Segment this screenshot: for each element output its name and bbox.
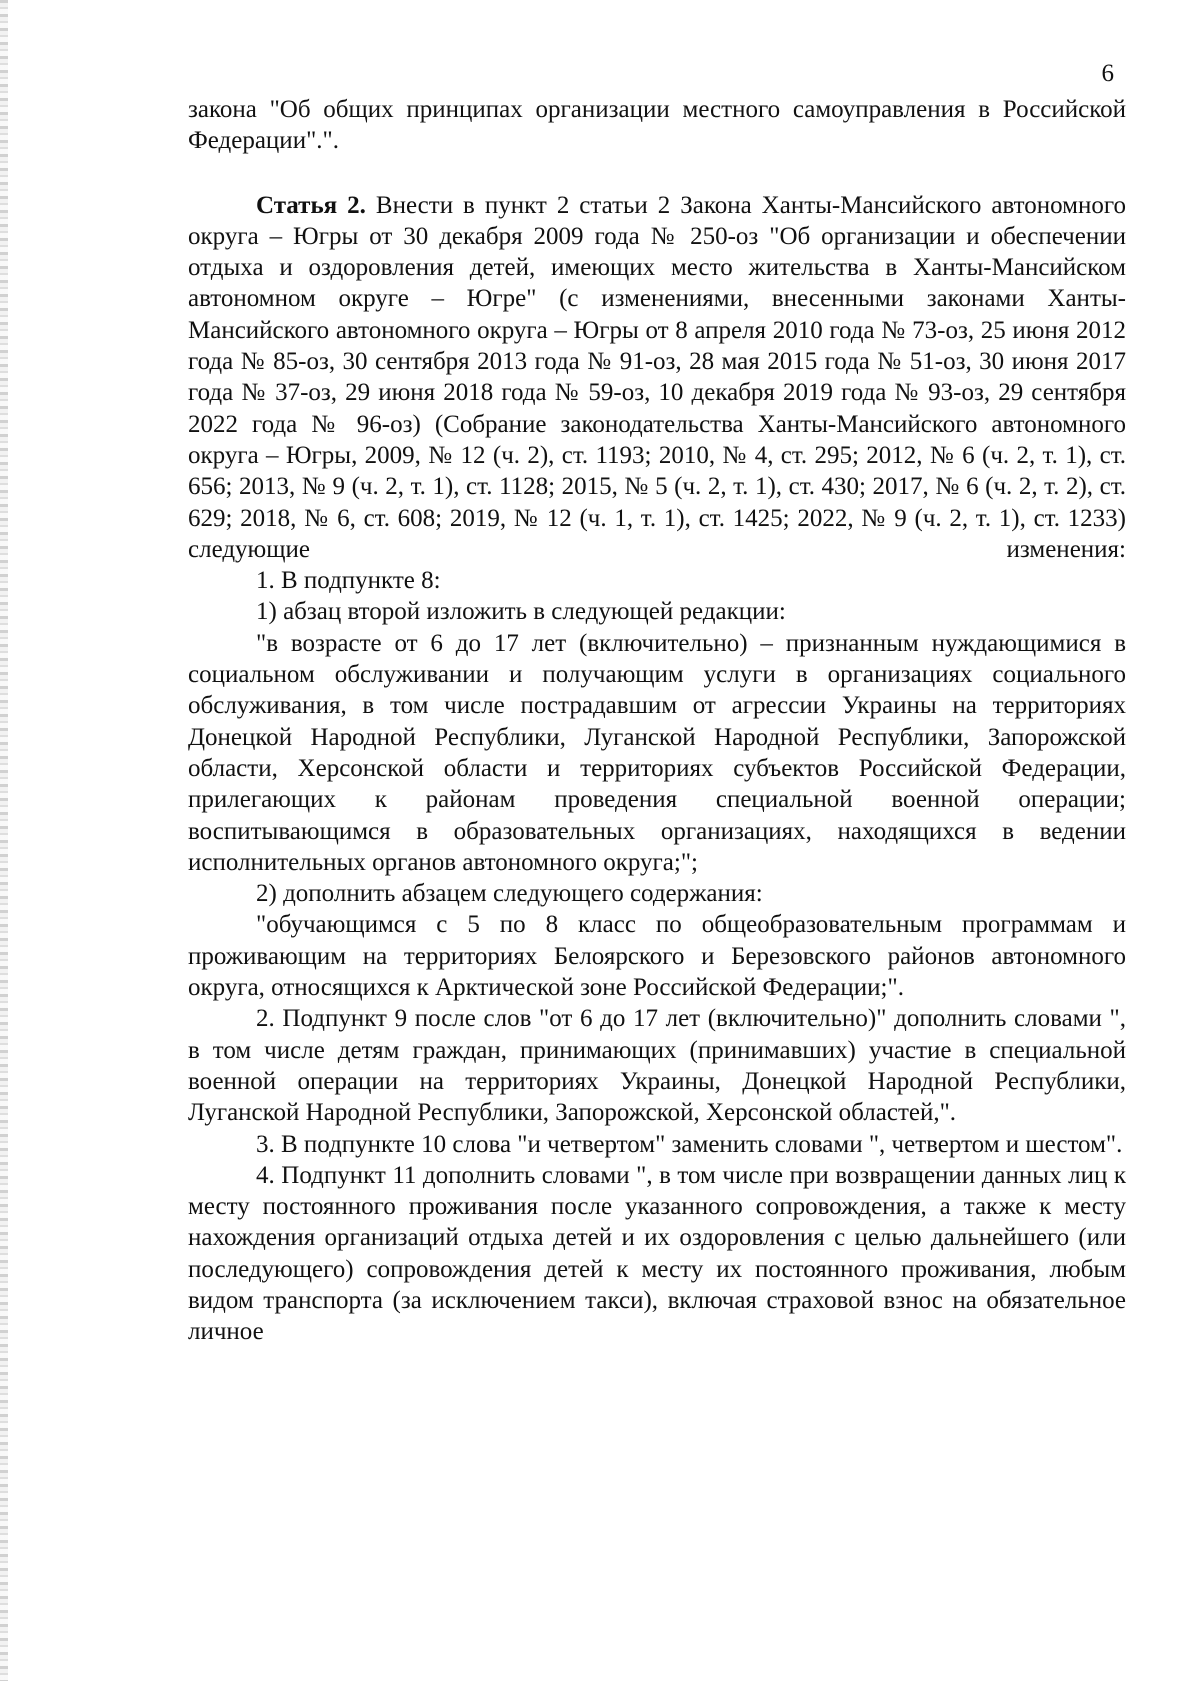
page-number: 6 [1101, 60, 1114, 87]
item-1-subitem-2: 2) дополнить абзацем следующего содержания: [256, 880, 763, 908]
document-body [188, 94, 1126, 1348]
item-1: 1. В подпункте 8: [256, 567, 441, 595]
item-3: 3. В подпункте 10 слова "и четвертом" заменить словами ", четвертом и шестом". [256, 1130, 1123, 1158]
item-1-subitem-1: 1) абзац второй изложить в следующей редакции: [256, 598, 786, 626]
item-2: 2. Подпункт 9 после слов "от 6 до 17 лет (включительно)" дополнить словами ", в том числе детям граждан, принимающих (принимавших) участие в специальной военной операции на территориях Украины, Донецкой Народной Республики, Луганской Народной Республики, Запорожской, Херсонской областей,". [188, 1005, 1126, 1127]
article-2-paragraph [188, 190, 1126, 566]
article-text: Внести в пункт 2 статьи 2 Закона Ханты-Мансийского автономного округа – Югры от 30 декабря 2009 года № 250-оз "Об организации и обеспечении отдыха и оздоровления детей, имеющих место жительства в Ханты-Мансийском автономном округе – Югре" (с изменениями, внесенными законами Ханты-Мансийского автономного округа – Югры от 8 апреля 2010 года № 73-оз, 25 июня 2012 года № 85-оз, 30 сентября 2013 года № 91-оз, 28 мая 2015 года № 51-оз, 30 июня 2017 года № 37-оз, 29 июня 2018 года № 59-оз, 10 декабря 2019 года № 93-оз, 29 сентября 2022 года № 96-оз) (Собрание законодательства Ханты-Мансийского автономного округа – Югры, 2009, № 12 (ч. 2), ст. 1193; 2010, № 4, ст. 295; 2012, № 6 (ч. 2, т. 1), ст. 656; 2013, № 9 (ч. 2, т. 1), ст. 1128; 2015, № 5 (ч. 2, т. 1), ст. 430; 2017, № 6 (ч. 2, т. 2), ст. 629; 2018, № 6, ст. 608; 2019, № 12 (ч. 1, т. 1), ст. 1425; 2022, № 9 (ч. 2, т. 1), ст. 1233) следующие изменения: [188, 191, 1126, 563]
article-title: Статья 2. [256, 191, 366, 219]
item-1-quote-2: "обучающимся с 5 по 8 класс по общеобразовательным программам и проживающим на территориях Белоярского и Березовского районов автономного округа, относящихся к Арктической зоне Российской Федерации;". [188, 911, 1126, 1002]
item-4: 4. Подпункт 11 дополнить словами ", в том числе при возвращении данных лиц к месту постоянного проживания после указанного сопровождения, а также к месту нахождения организаций отдыха детей и их оздоровления с целью дальнейшего (или последующего) сопровождения детей к месту их постоянного проживания, любым видом транспорта (за исключением такси), включая страховой взнос на обязательное личное [188, 1161, 1126, 1346]
intro-paragraph: закона "Об общих принципах организации местного самоуправления в Российской Федерации".". [188, 96, 1126, 155]
item-1-quote-1: "в возрасте от 6 до 17 лет (включительно) – признанным нуждающимися в социальном обслуживании и получающим услуги в организациях социального обслуживания, в том числе пострадавшим от агрессии Украины на территориях Донецкой Народной Республики, Луганской Народной Республики, Запорожской области, Херсонской области и территориях субъектов Российской Федерации, прилегающих к районам проведения специальной военной операции; воспитывающимся в образовательных организациях, находящихся в ведении исполнительных органов автономного округа;"; [188, 629, 1126, 876]
scan-edge [0, 0, 8, 1681]
